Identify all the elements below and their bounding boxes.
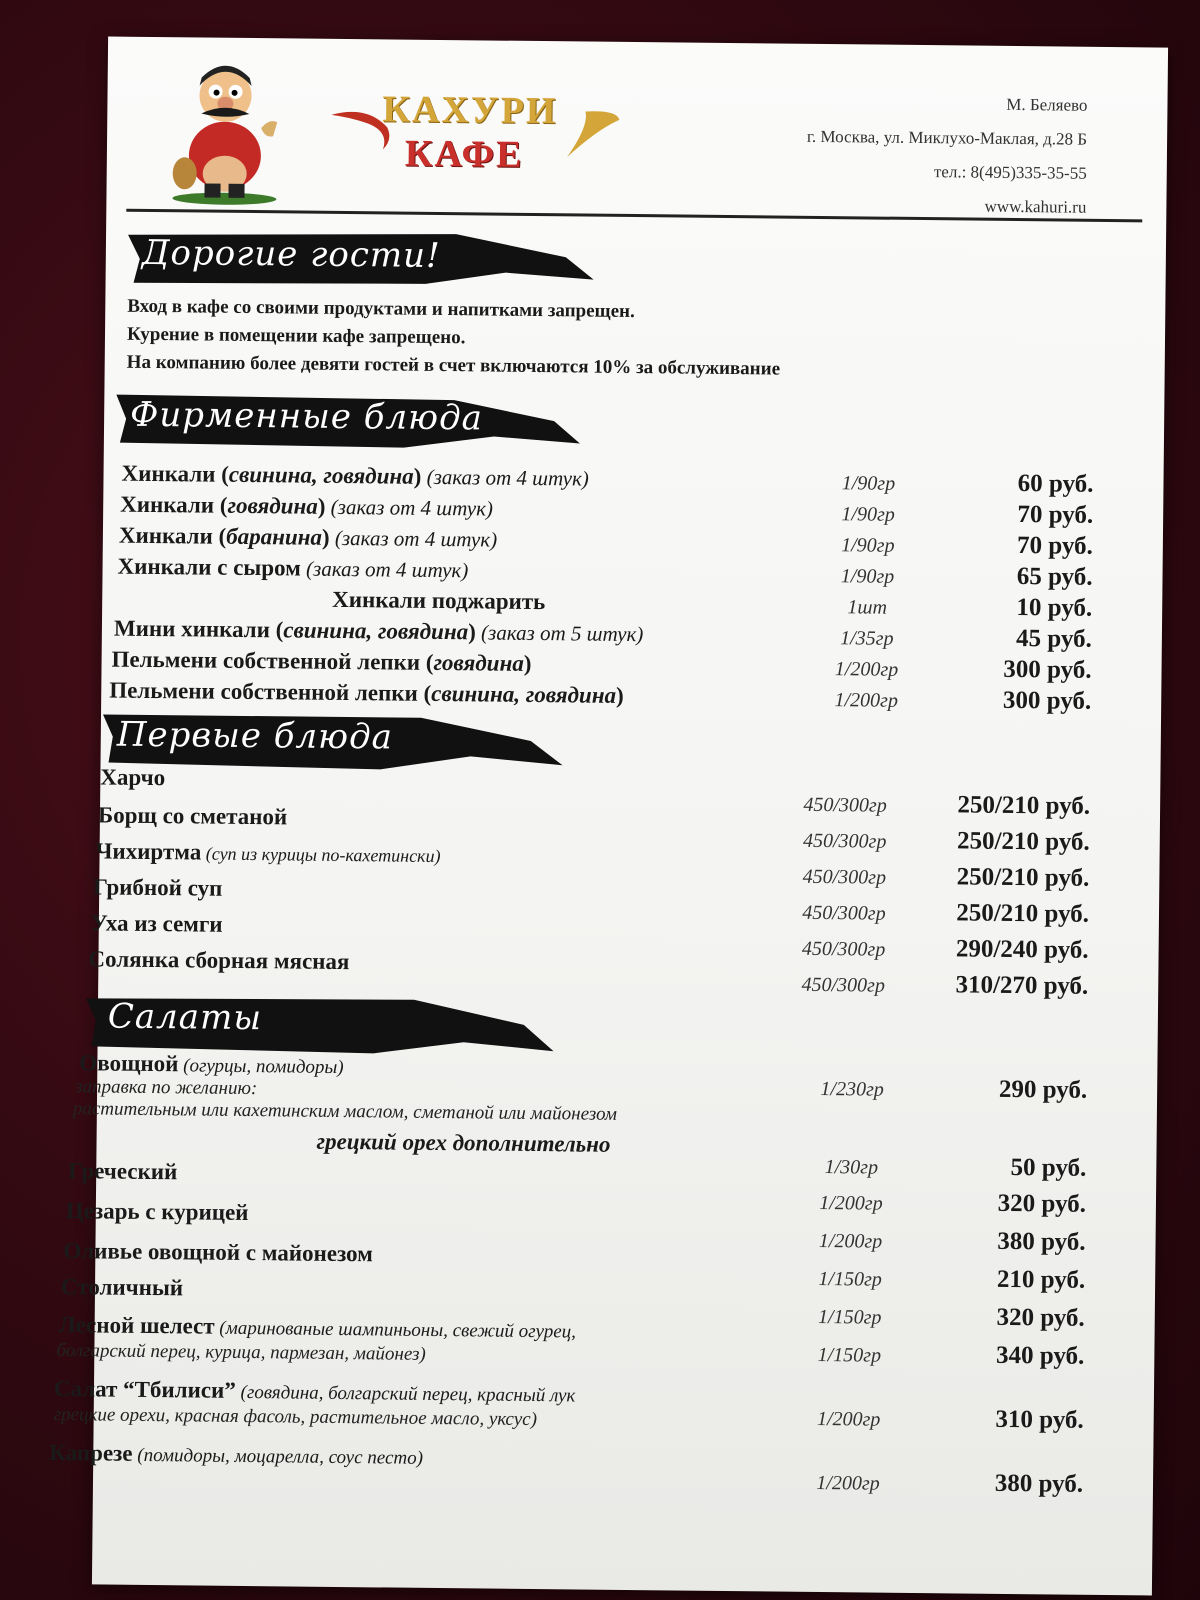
item-name: Чихиртма (суп из курицы по-кахетински) bbox=[95, 838, 441, 867]
item-weight: 1/200гр bbox=[816, 1471, 880, 1495]
item-price: 320 руб. bbox=[997, 1189, 1087, 1218]
item-price: 320 руб. bbox=[996, 1303, 1085, 1332]
item-weight: 1/150гр bbox=[818, 1267, 882, 1291]
contact-website[interactable]: www.kahuri.ru bbox=[984, 196, 1087, 217]
item-weight: 1/90гр bbox=[841, 503, 895, 526]
item-price: 290 руб. bbox=[998, 1075, 1088, 1104]
item-price: 50 руб. bbox=[1010, 1154, 1087, 1182]
item-price: 60 руб. bbox=[1017, 470, 1094, 498]
item-price: 290/240 руб. bbox=[955, 935, 1089, 964]
item-weight: 1/35гр bbox=[840, 627, 894, 650]
item-name: Капрезе (помидоры, моцарелла, соус песто) bbox=[49, 1439, 424, 1469]
section-title-salads: Салаты bbox=[107, 996, 263, 1039]
item-weight: 450/300гр bbox=[801, 973, 886, 997]
item-weight: 1/200гр bbox=[834, 689, 899, 712]
item-price: 340 руб. bbox=[995, 1341, 1085, 1370]
item-price: 70 руб. bbox=[1017, 501, 1094, 529]
item-weight: 450/300гр bbox=[802, 829, 887, 853]
menu-sheet bbox=[49, 36, 1168, 1595]
item-name: Цезарь с курицей bbox=[65, 1198, 249, 1226]
item-price: 250/210 руб. bbox=[956, 827, 1090, 856]
contact-district: М. Беляево bbox=[1006, 94, 1088, 115]
banner-guests bbox=[125, 225, 596, 300]
contact-block bbox=[806, 86, 1088, 225]
logo-subtitle: КАФЕ bbox=[404, 132, 524, 176]
section-title-soups: Первые блюда bbox=[116, 714, 394, 758]
item-weight: 1/200гр bbox=[816, 1407, 881, 1431]
item-name: Хинкали (говядина) (заказ от 4 штук) bbox=[120, 491, 494, 521]
logo-name: КАХУРИ bbox=[382, 88, 558, 133]
section-title-guests: Дорогие гости! bbox=[141, 232, 441, 276]
contact-address: г. Москва, ул. Миклухо-Маклая, д.28 Б bbox=[806, 126, 1088, 149]
item-name: Хинкали (свинина, говядина) (заказ от 4 штук) bbox=[121, 460, 590, 491]
item-price: 310 руб. bbox=[995, 1405, 1084, 1434]
guest-notice bbox=[127, 293, 781, 384]
item-weight: 1/30гр bbox=[824, 1156, 879, 1179]
banner-signature bbox=[114, 387, 585, 462]
item-weight: 1/200гр bbox=[819, 1192, 883, 1215]
item-weight: 450/300гр bbox=[802, 865, 887, 889]
item-price: 380 руб. bbox=[997, 1227, 1086, 1256]
item-name: Солянка сборная мясная bbox=[88, 946, 350, 975]
item-price: 250/210 руб. bbox=[956, 863, 1090, 892]
item-weight: 1/200гр bbox=[834, 658, 899, 681]
item-weight: 1шт bbox=[847, 596, 888, 619]
item-name: грецкий орех дополнительно bbox=[316, 1128, 611, 1157]
item-name: Хинкали поджарить bbox=[332, 586, 546, 615]
item-description: болгарский перец, курица, пармезан, майонез) bbox=[56, 1340, 426, 1365]
item-name: Оливье овощной с майонезом bbox=[63, 1238, 374, 1267]
dressing-options: растительным или кахетинским маслом, сметаной или майонезом bbox=[72, 1098, 618, 1125]
notice-line: Курение в помещении кафе запрещено. bbox=[126, 323, 466, 349]
item-price: 65 руб. bbox=[1016, 563, 1093, 591]
item-price: 70 руб. bbox=[1016, 532, 1093, 560]
notice-line: На компанию более девяти гостей в счет включаются 10% за обслуживание bbox=[126, 351, 781, 380]
item-name: Уха из семги bbox=[90, 910, 223, 937]
dressing-note: заправка по желанию: bbox=[75, 1076, 258, 1100]
item-name: Столичный bbox=[60, 1274, 184, 1301]
item-weight: 1/230гр bbox=[820, 1078, 884, 1101]
item-price: 300 руб. bbox=[1002, 686, 1092, 715]
item-weight: 450/300гр bbox=[803, 793, 887, 817]
item-name: Борщ со сметаной bbox=[97, 802, 288, 830]
item-name: Пельмени собственной лепки (говядина) bbox=[111, 646, 532, 676]
item-name: Хинкали (баранина) (заказ от 4 штук) bbox=[118, 522, 498, 552]
item-price: 300 руб. bbox=[1003, 655, 1092, 684]
item-price: 250/210 руб. bbox=[956, 899, 1090, 928]
item-price: 250/210 руб. bbox=[957, 791, 1091, 820]
item-weight: 450/300гр bbox=[801, 937, 886, 961]
item-name: Лесной шелест (маринованые шампиньоны, свежий огурец, bbox=[58, 1312, 577, 1343]
item-name: Пельмени собственной лепки (свинина, говядина) bbox=[109, 677, 624, 708]
item-name: Хинкали с сыром (заказ от 4 штук) bbox=[117, 553, 469, 583]
item-name: Харчо bbox=[100, 764, 166, 791]
item-price: 10 руб. bbox=[1016, 594, 1093, 622]
item-weight: 450/300гр bbox=[802, 901, 886, 925]
notice-line: Вход в кафе со своими продуктами и напитками запрещен. bbox=[127, 295, 635, 323]
item-price: 380 руб. bbox=[994, 1469, 1084, 1498]
contact-phone: тел.: 8(495)335-35-55 bbox=[933, 162, 1087, 183]
section-title-signature: Фирменные блюда bbox=[129, 394, 484, 439]
item-price: 310/270 руб. bbox=[955, 971, 1089, 1000]
item-name: Грибной суп bbox=[93, 874, 223, 901]
item-price: 45 руб. bbox=[1015, 625, 1093, 653]
item-name: Овощной (огурцы, помидоры) bbox=[79, 1050, 344, 1079]
item-name: Мини хинкали (свинина, говядина) (заказ от 5 штук) bbox=[113, 615, 644, 647]
item-price: 210 руб. bbox=[996, 1265, 1086, 1294]
item-weight: 1/150гр bbox=[817, 1305, 882, 1329]
item-description: грецкие орехи, красная фасоль, растительное масло, уксус) bbox=[53, 1403, 538, 1431]
mascot-icon bbox=[164, 55, 286, 206]
item-name: Салат “Тбилиси” (говядина, болгарский перец, красный лук bbox=[53, 1376, 576, 1407]
item-weight: 1/90гр bbox=[841, 472, 896, 495]
item-weight: 1/90гр bbox=[841, 534, 895, 557]
cafe-logo bbox=[327, 87, 628, 180]
item-weight: 1/90гр bbox=[840, 565, 895, 588]
item-name: Греческий bbox=[68, 1158, 178, 1185]
item-weight: 1/200гр bbox=[818, 1230, 883, 1253]
item-weight: 1/150гр bbox=[817, 1343, 882, 1367]
